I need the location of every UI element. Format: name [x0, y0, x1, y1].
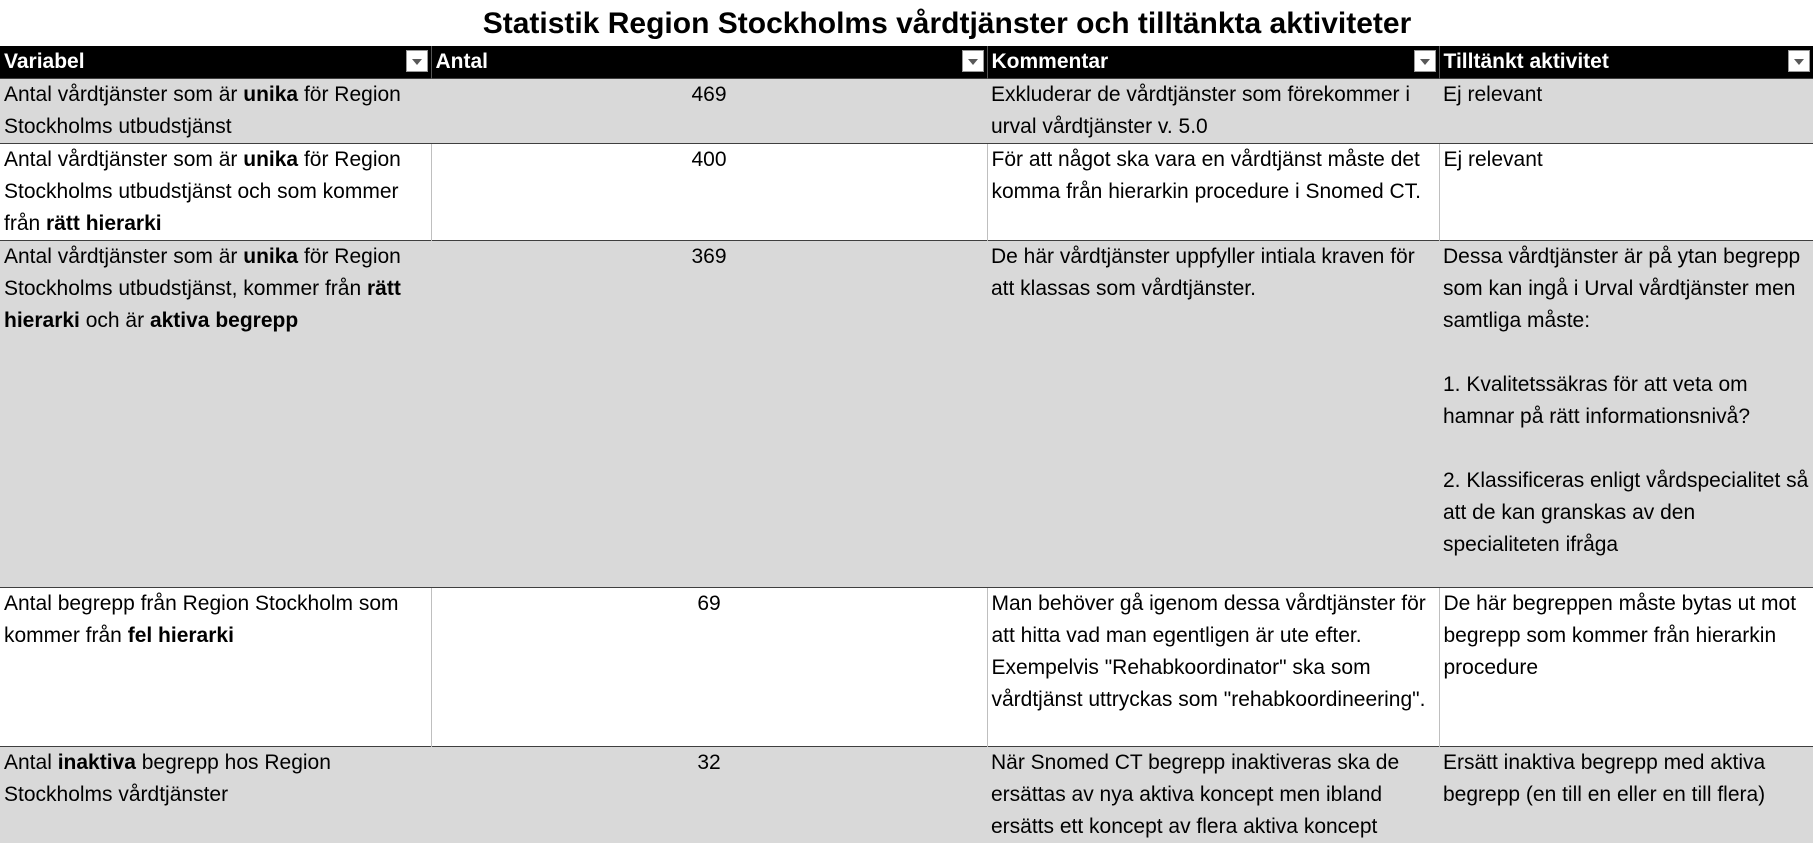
cell-paragraph: De här vårdtjänster uppfyller intiala kraven för att klassas som vårdtjänster.: [991, 241, 1435, 305]
sheet-title: Statistik Region Stockholms vårdtjänster och tilltänkta aktiviteter: [0, 0, 1814, 46]
filter-dropdown-icon[interactable]: [962, 50, 984, 72]
cell-text: Antal: [4, 751, 58, 774]
table-row: [0, 79, 1813, 144]
cell-antal[interactable]: 69: [431, 588, 987, 747]
paragraph-gap: [1443, 337, 1809, 369]
emphasis-text: inaktiva: [58, 751, 136, 774]
cell-paragraph: För att något ska vara en vårdtjänst måste det komma från hierarkin procedure i Snomed CT.: [992, 144, 1435, 208]
cell-text: Antal vårdtjänster som är: [4, 245, 243, 268]
cell-aktivitet[interactable]: [1439, 588, 1813, 747]
cell-text: Antal begrepp från Region Stockholm som kommer från: [4, 592, 399, 647]
cell-aktivitet[interactable]: [1439, 241, 1813, 588]
cell-paragraph: Ej relevant: [1444, 144, 1810, 176]
emphasis-text: rätt hierarki: [4, 277, 401, 332]
cell-variabel[interactable]: [0, 747, 431, 843]
cell-variabel[interactable]: [0, 241, 431, 588]
cell-text: och är: [80, 309, 150, 332]
column-header-aktivitet: [1439, 46, 1813, 79]
cell-paragraph: Man behöver gå igenom dessa vårdtjänster för att hitta vad man egentligen är ute efter. Exempelvis "Rehabkoordinator" ska som vårdtjänst uttryckas som "rehabkoordineering".: [992, 588, 1435, 716]
cell-antal[interactable]: 469: [431, 79, 987, 144]
cell-text: för Region Stockholms utbudstjänst, kommer från: [4, 245, 401, 300]
cell-antal[interactable]: 32: [431, 747, 987, 843]
cell-paragraph: De här begreppen måste bytas ut mot begrepp som kommer från hierarkin procedure: [1444, 588, 1810, 684]
emphasis-text: fel hierarki: [128, 624, 234, 647]
cell-paragraph: Ej relevant: [1443, 79, 1809, 111]
cell-antal[interactable]: 400: [431, 144, 987, 241]
cell-paragraph: Ersätt inaktiva begrepp med aktiva begrepp (en till en eller en till flera): [1443, 747, 1809, 811]
cell-text: Antal vårdtjänster som är: [4, 148, 243, 171]
table-row: [0, 144, 1813, 241]
header-row: [0, 46, 1813, 79]
cell-paragraph: Dessa vårdtjänster är på ytan begrepp som kan ingå i Urval vårdtjänster men samtliga måste:: [1443, 241, 1809, 337]
filter-dropdown-icon[interactable]: [1788, 50, 1810, 72]
cell-variabel[interactable]: [0, 144, 431, 241]
table-row: [0, 241, 1813, 588]
cell-kommentar[interactable]: [987, 144, 1439, 241]
column-header-label: Antal: [436, 50, 489, 73]
emphasis-text: unika: [243, 245, 298, 268]
column-header-kommentar: [987, 46, 1439, 79]
cell-paragraph: Exkluderar de vårdtjänster som förekommer i urval vårdtjänster v. 5.0: [991, 79, 1435, 143]
cell-antal[interactable]: 369: [431, 241, 987, 588]
cell-paragraph: 1. Kvalitetssäkras för att veta om hamnar på rätt informationsnivå?: [1443, 369, 1809, 433]
cell-kommentar[interactable]: [987, 79, 1439, 144]
emphasis-text: aktiva begrepp: [150, 309, 298, 332]
column-header-label: Tilltänkt aktivitet: [1444, 50, 1609, 73]
column-header-label: Variabel: [4, 50, 85, 73]
cell-kommentar[interactable]: [987, 747, 1439, 843]
filter-dropdown-icon[interactable]: [1414, 50, 1436, 72]
column-header-variabel: [0, 46, 431, 79]
cell-paragraph: 2. Klassificeras enligt vårdspecialitet så att de kan granskas av den specialiteten ifråga: [1443, 465, 1809, 561]
column-header-antal: [431, 46, 987, 79]
cell-kommentar[interactable]: [987, 241, 1439, 588]
filter-dropdown-icon[interactable]: [406, 50, 428, 72]
table-row: [0, 747, 1813, 843]
cell-aktivitet[interactable]: [1439, 747, 1813, 843]
table-row: [0, 588, 1813, 747]
cell-aktivitet[interactable]: [1439, 79, 1813, 144]
cell-kommentar[interactable]: [987, 588, 1439, 747]
cell-text: begrepp hos Region Stockholms vårdtjänster: [4, 751, 331, 806]
cell-variabel[interactable]: [0, 79, 431, 144]
cell-paragraph: När Snomed CT begrepp inaktiveras ska de ersättas av nya aktiva koncept men ibland ersätts ett koncept av flera aktiva koncept: [991, 747, 1435, 843]
emphasis-text: unika: [243, 148, 298, 171]
paragraph-gap: [1443, 433, 1809, 465]
cell-text: för Region Stockholms utbudstjänst och som kommer från: [4, 148, 401, 235]
statistics-table: [0, 46, 1813, 843]
cell-text: Antal vårdtjänster som är: [4, 83, 243, 106]
emphasis-text: unika: [243, 83, 298, 106]
emphasis-text: rätt hierarki: [46, 212, 162, 235]
cell-text: för Region Stockholms utbudstjänst: [4, 83, 401, 138]
cell-aktivitet[interactable]: [1439, 144, 1813, 241]
column-header-label: Kommentar: [992, 50, 1109, 73]
cell-variabel[interactable]: [0, 588, 431, 747]
